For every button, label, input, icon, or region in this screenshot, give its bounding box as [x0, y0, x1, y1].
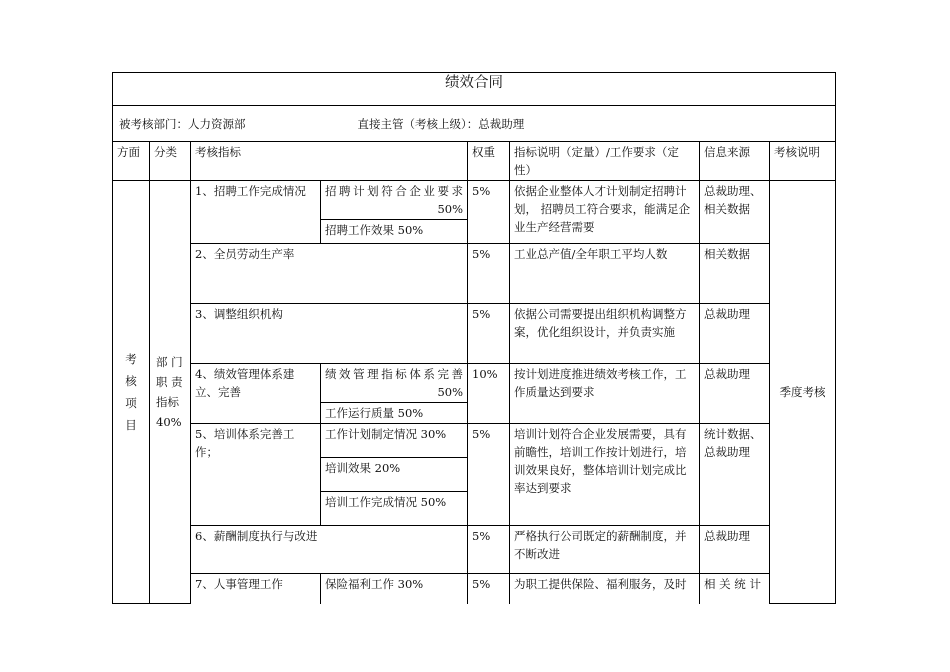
header-source: 信息来源: [700, 142, 770, 181]
category-line-3: 指标: [156, 395, 179, 409]
indicator-1-sub-2: 招聘工作效果 50%: [321, 220, 468, 244]
weight-7: 5%: [468, 574, 510, 604]
aspect-text: 考核项目: [125, 352, 137, 432]
weight-6: 5%: [468, 526, 510, 574]
indicator-1-sub-1-text: 招聘计划符合企业要求: [325, 184, 463, 198]
source-3: 总裁助理: [700, 304, 770, 364]
indicator-4-sub-2: 工作运行质量 50%: [321, 403, 468, 424]
source-2: 相关数据: [700, 244, 770, 304]
desc-2: 工业总产值/全年职工平均人数: [510, 244, 700, 304]
desc-1: 依据企业整体人才计划制定招聘计划， 招聘员工符合要求，能满足企业生产经营需要: [510, 181, 700, 244]
header-category: 分类: [150, 142, 191, 181]
header-desc: 指标说明（定量）/工作要求（定性）: [510, 142, 700, 181]
header-indicator: 考核指标: [191, 142, 468, 181]
indicator-5-sub-1: 工作计划制定情况 30%: [321, 424, 468, 458]
contract-info-row: [113, 106, 836, 142]
indicator-6: 6、薪酬制度执行与改进: [191, 526, 468, 574]
indicator-1-sub-1-pct: 50%: [437, 202, 463, 216]
indicator-5: 5、培训体系完善工作；: [191, 424, 321, 526]
indicator-5-sub-2: 培训效果 20%: [321, 458, 468, 492]
weight-4: 10%: [468, 364, 510, 424]
source-6: 总裁助理: [700, 526, 770, 574]
performance-contract-table: [112, 72, 836, 604]
indicator-3: 3、调整组织机构: [191, 304, 468, 364]
category-line-2: 职 责: [156, 375, 183, 389]
category-cell: [150, 181, 191, 604]
weight-1: 5%: [468, 181, 510, 244]
indicator-1: 1、招聘工作完成情况: [191, 181, 321, 244]
dept-value: 人力资源部: [188, 116, 246, 131]
weight-3: 5%: [468, 304, 510, 364]
page-title: 绩效合同: [113, 73, 836, 106]
note-cell: 季度考核: [770, 181, 836, 604]
indicator-2: 2、全员劳动生产率: [191, 244, 468, 304]
performance-contract-sheet: [112, 72, 835, 591]
header-aspect: 方面: [113, 142, 150, 181]
indicator-4-sub-1-pct: 50%: [437, 385, 463, 399]
category-line-1: 部 门: [156, 355, 183, 369]
source-1: 总裁助理、相关数据: [700, 181, 770, 244]
supervisor-value: 总裁助理: [478, 116, 525, 131]
source-5: 统计数据、总裁助理: [700, 424, 770, 526]
header-note: 考核说明: [770, 142, 836, 181]
indicator-7: 7、人事管理工作: [191, 574, 321, 604]
indicator-1-sub-1: [321, 181, 468, 220]
source-7: 相 关 统 计: [700, 574, 770, 604]
header-weight: 权重: [468, 142, 510, 181]
desc-4: 按计划进度推进绩效考核工作，工作质量达到要求: [510, 364, 700, 424]
desc-6: 严格执行公司既定的薪酬制度，并不断改进: [510, 526, 700, 574]
indicator-7-sub-1: 保险福利工作 30%: [321, 574, 468, 604]
dept-label: 被考核部门：: [119, 116, 188, 131]
desc-5: 培训计划符合企业发展需要，具有前瞻性，培训工作按计划进行，培训效果良好，整体培训计划完成比率达到要求: [510, 424, 700, 526]
indicator-4: 4、绩效管理体系建立、完善: [191, 364, 321, 424]
desc-7: 为职工提供保险、福利服务，及时: [510, 574, 700, 604]
source-4: 总裁助理: [700, 364, 770, 424]
category-line-4: 40%: [156, 415, 182, 429]
aspect-cell: [113, 181, 150, 604]
weight-5: 5%: [468, 424, 510, 526]
desc-3: 依据公司需要提出组织机构调整方案，优化组织设计，并负责实施: [510, 304, 700, 364]
supervisor-label: 直接主管（考核上级）：: [357, 116, 479, 131]
weight-2: 5%: [468, 244, 510, 304]
indicator-4-sub-1-text: 绩效管理指标体系完善: [325, 367, 463, 381]
indicator-5-sub-3: 培训工作完成情况 50%: [321, 492, 468, 526]
indicator-4-sub-1: [321, 364, 468, 403]
